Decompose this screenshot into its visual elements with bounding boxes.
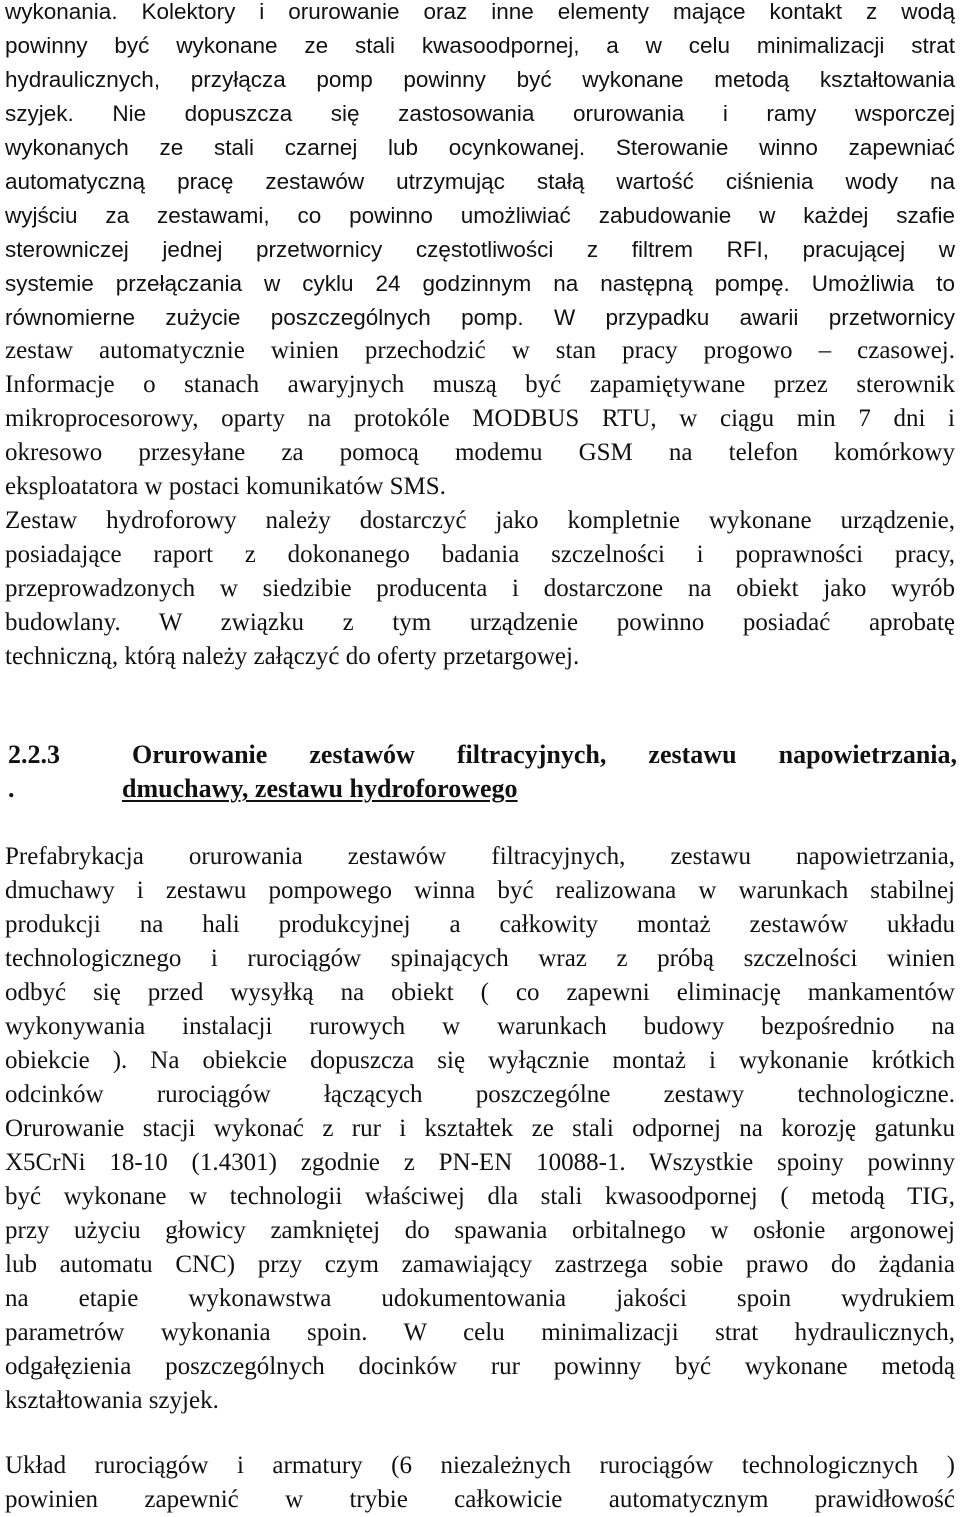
text-line: Prefabrykacja orurowania zestawów filtracyjnych, zestawu napowietrzania, [5,843,955,870]
text-line: systemie przełączania w cyklu 24 godzinnym na następną pompę. Umożliwia to [5,271,955,296]
text-line: Zestaw hydroforowy należy dostarczyć jako kompletnie wykonane urządzenie, [5,507,955,534]
text-line: okresowo przesyłane za pomocą modemu GSM na telefon komórkowy [5,439,955,466]
text-line: przeprowadzonych w siedzibie producenta i dostarczone na obiekt jako wyrób [5,575,955,602]
text-line: lub automatu CNC) przy czym zamawiający zastrzega sobie prawo do żądania [5,1251,955,1278]
text-line: kształtowania szyjek. [5,1387,219,1414]
text-line: odbyć się przed wysyłką na obiekt ( co zapewni eliminację mankamentów [5,979,955,1006]
text-line: X5CrNi 18-10 (1.4301) zgodnie z PN-EN 10088-1. Wszystkie spoiny powinny [5,1149,955,1176]
text-line: wyjściu za zestawami, co powinno umożliwiać zabudowanie w każdej szafie [5,203,955,228]
text-line: obiekcie ). Na obiekcie dopuszcza się wyłącznie montaż i wykonanie krótkich [5,1047,955,1074]
text-line: technologicznego i rurociągów spinających wraz z próbą szczelności winien [5,945,955,972]
text-line: sterowniczej jednej przetwornicy częstotliwości z filtrem RFI, pracującej w [5,237,955,262]
text-line: dmuchawy i zestawu pompowego winna być realizowana w warunkach stabilnej [5,877,955,904]
text-line: Informacje o stanach awaryjnych muszą być zapamiętywane przez sterownik [5,371,955,398]
text-line: hydraulicznych, przyłącza pomp powinny być wykonane metodą kształtowania [5,67,955,92]
text-line: parametrów wykonania spoin. W celu minimalizacji strat hydraulicznych, [5,1319,955,1346]
text-line: zestaw automatycznie winien przechodzić w stan pracy progowo – czasowej. [5,337,955,364]
text-line: budowlany. W związku z tym urządzenie powinno posiadać aprobatę [5,609,955,636]
text-line: eksploatatora w postaci komunikatów SMS. [5,473,446,500]
text-line: powinien zapewnić w trybie całkowicie automatycznym prawidłowość [5,1486,955,1513]
section-heading-continuation: dmuchawy, zestawu hydroforowego [122,774,518,803]
section-number: 2.2.3 [8,740,60,769]
text-line: powinny być wykonane ze stali kwasoodpornej, a w celu minimalizacji strat [5,33,955,58]
text-line: techniczną, którą należy załączyć do oferty przetargowej. [5,643,580,670]
text-line: odgałęzienia poszczególnych docinków rur powinny być wykonane metodą [5,1353,955,1380]
text-line: szyjek. Nie dopuszcza się zastosowania orurowania i ramy wsporczej [5,101,955,126]
text-line: na etapie wykonawstwa udokumentowania jakości spoin wydrukiem [5,1285,955,1312]
text-line: odcinków rurociągów łączących poszczególne zestawy technologiczne. [5,1081,955,1108]
text-line: równomierne zużycie poszczególnych pomp. W przypadku awarii przetwornicy [5,305,955,330]
section-heading-dot: . [8,774,15,803]
section-heading: Orurowanie zestawów filtracyjnych, zestawu napowietrzania, [132,740,957,769]
text-line: przy użyciu głowicy zamkniętej do spawania orbitalnego w osłonie argonowej [5,1217,955,1244]
text-line: produkcji na hali produkcyjnej a całkowity montaż zestawów układu [5,911,955,938]
text-line: automatyczną pracę zestawów utrzymując stałą wartość ciśnienia wody na [5,169,955,194]
text-line: Orurowanie stacji wykonać z rur i kształtek ze stali odpornej na korozję gatunku [5,1115,955,1142]
text-line: mikroprocesorowy, oparty na protokóle MODBUS RTU, w ciągu min 7 dni i [5,405,955,432]
text-line: wykonanych ze stali czarnej lub ocynkowanej. Sterowanie winno zapewniać [5,135,955,160]
text-line: wykonywania instalacji rurowych w warunkach budowy bezpośrednio na [5,1013,955,1040]
text-line: być wykonane w technologii właściwej dla stali kwasoodpornej ( metodą TIG, [5,1183,955,1210]
text-line: Układ rurociągów i armatury (6 niezależnych rurociągów technologicznych ) [5,1452,955,1479]
text-line: wykonania. Kolektory i orurowanie oraz inne elementy mające kontakt z wodą [5,0,955,24]
text-line: posiadające raport z dokonanego badania szczelności i poprawności pracy, [5,541,955,568]
